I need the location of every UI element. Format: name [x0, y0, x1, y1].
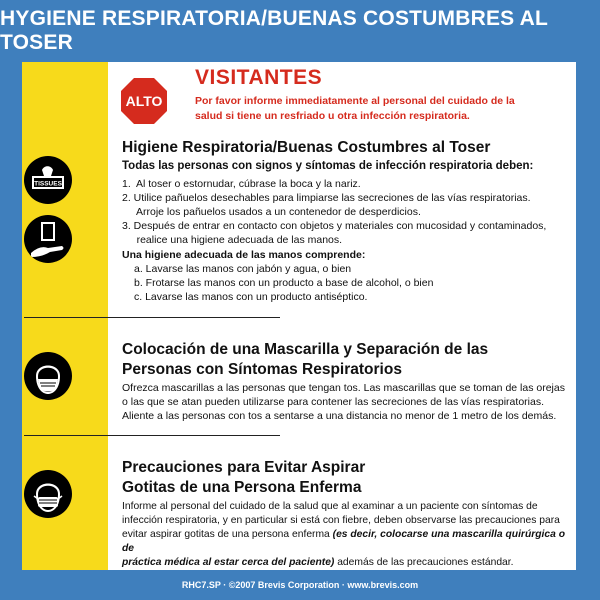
- list-item: a. Lavarse las manos con jabón y agua, o bien: [134, 263, 352, 275]
- hand-wash-icon: [24, 215, 72, 263]
- section3-title-line2: Gotitas de una Persona Enferma: [122, 479, 362, 496]
- section2-body: [122, 381, 574, 423]
- section1-subtitle: Todas las personas con signos y síntomas de infección respiratoria deben:: [122, 160, 534, 172]
- section3-title-line1: Precauciones para Evitar Aspirar: [122, 459, 366, 476]
- footer-credit: RHC7.SP · ©2007 Brevis Corporation · www.brevis.com: [181, 580, 419, 590]
- body-emphasis: (es decir, colocarse una mascarilla quirúrgica o de: [122, 529, 565, 554]
- section2-title-line1: Colocación de una Mascarilla y Separación de las: [122, 341, 489, 358]
- body-line: infección respiratoria, y en particular si está con fiebre, deben observarse las precauciones para: [122, 515, 560, 526]
- face-mask-icon: [24, 352, 72, 400]
- page-title: HYGIENE RESPIRATORIA/BUENAS COSTUMBRES AL TOSER: [0, 7, 548, 54]
- tissues-label: TISSUES: [34, 180, 62, 188]
- stop-sign-icon: [118, 75, 170, 127]
- list-item: 3. Después de entrar en contacto con objetos y materiales con mucosidad y contaminados,: [122, 220, 547, 232]
- body-line: Ofrezca mascarillas a las personas que tengan tos. Las mascarillas que se toman de las orejas: [122, 382, 565, 394]
- body-text: además de las precauciones estándar.: [334, 557, 514, 568]
- section2-title-line2: Personas con Síntomas Respiratorios: [122, 361, 402, 378]
- section1-title: Higiene Respiratoria/Buenas Costumbres al Toser: [122, 139, 491, 156]
- stop-sign-text: ALTO: [125, 93, 163, 109]
- body-line: o las que se atan pueden utilizarse para contener las secreciones de las vías respiratorias.: [122, 396, 544, 408]
- section1-list: [122, 177, 574, 247]
- body-line: [122, 528, 574, 556]
- section-divider: [24, 435, 280, 436]
- list-item: 1. Al toser o estornudar, cúbrase la boca y la nariz.: [122, 178, 361, 190]
- hand-hygiene-heading: Una higiene adecuada de las manos comprende:: [122, 249, 366, 261]
- list-item: b. Frotarse las manos con un producto a base de alcohol, o bien: [134, 277, 434, 289]
- section2-title: [122, 340, 572, 380]
- hand-hygiene-list: [134, 262, 574, 304]
- section3-body: [122, 500, 574, 570]
- list-item: realice una higiene adecuada de las manos.: [122, 234, 343, 246]
- visitors-title: VISITANTES: [195, 66, 323, 89]
- visitors-message: Por favor informe immediatamente al personal del cuidado de la salud si tiene un resfriado u otra infección respiratoria.: [195, 95, 515, 122]
- body-line: Informe al personal del cuidado de la salud que al examinar a un paciente con síntomas de: [122, 501, 538, 512]
- body-line: [122, 556, 574, 570]
- body-line: Aliente a las personas con tos a sentarse a una distancia no menor de 1 metro de los demás.: [122, 410, 557, 422]
- body-text: evitar aspirar gotitas de una persona enferma: [122, 529, 333, 540]
- section-divider: [24, 317, 280, 318]
- list-item: c. Lavarse las manos con un producto antiséptico.: [134, 291, 368, 303]
- list-item: 2. Utilice pañuelos desechables para limpiarse las secreciones de las vías respiratorias.: [122, 192, 531, 204]
- section3-title: [122, 458, 572, 498]
- list-item: Arroje los pañuelos usados a un contenedor de desperdicios.: [122, 206, 421, 218]
- surgical-mask-icon: [24, 470, 72, 518]
- tissue-box-icon: [24, 156, 72, 204]
- body-emphasis: práctica médica al estar cerca del paciente): [122, 557, 335, 568]
